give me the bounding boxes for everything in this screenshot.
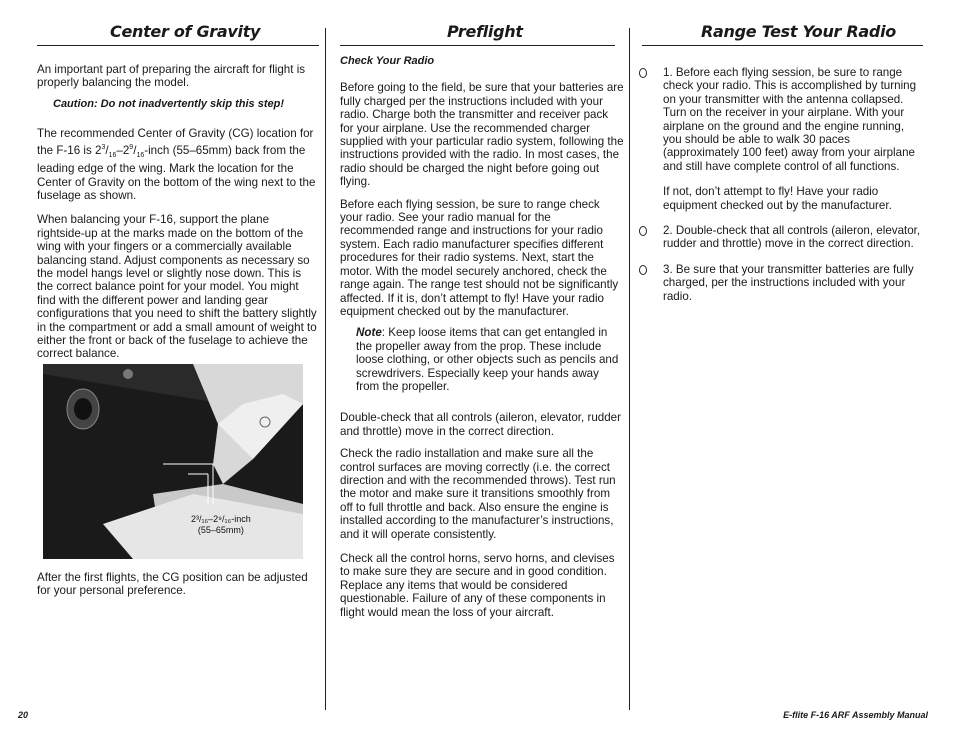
checkbox-circle-icon [639,226,647,236]
checkbox-circle-icon [639,68,647,78]
page-number: 20 [18,710,29,720]
caution-text: Caution: Do not inadvertently skip this step! [53,97,285,110]
photo-label: 2³/₁₆–2⁹/₁₆-inch (55–65mm) [191,514,251,535]
paragraph: After the first flights, the CG position can be adjusted for your personal preference. [37,571,308,598]
paragraph: Double-check that all controls (aileron, elevator, rudder and throttle) move in the correct direction. [340,411,621,438]
column-divider [325,28,326,710]
section-heading-range-test: Range Test Your Radio [642,22,923,46]
column-divider [629,28,630,710]
column-center-of-gravity [37,22,319,361]
manual-title: E-flite F-16 ARF Assembly Manual [783,710,928,720]
checklist-item: 1. Before each flying session, be sure to range check your radio. This is accomplished by turning on your transmitter with the antenna collapsed. Turn on the receiver in your airplane. With your airplane on the ground and the engine running, you should be able to walk 30 paces (approximately 100 feet) away from your airplane and still have complete control of all functions. [639,66,923,173]
column-preflight [340,22,624,619]
checklist-item: 3. Be sure that your transmitter batteries are fully charged, per the instructions included with your radio. [639,263,923,303]
paragraph: Before each flying session, be sure to range check your radio. See your radio manual for the recommended range and instructions for your radio system. Each radio manufacturer specifies different procedures for their radio systems. Next, start the motor. With the model securely anchored, check the range again. The range test should not be significantly affected. If it is, don’t attempt to fly! Have your radio equipment checked out by the manufacturer. [340,197,619,318]
paragraph: An important part of preparing the aircraft for flight is properly balancing the model. [37,63,306,90]
cg-location-photo [43,364,303,559]
column-range-test [639,22,923,303]
paragraph: When balancing your F-16, support the plane rightside-up at the marks made on the bottom of the wing with your fingers or a commercially available balancing stand. Adjust components as necessary so the model hangs level or slightly nose down. This is the correct balance point for your model. You might find with the different power and landing gear configurations that you need to shift the battery slightly in the compartment or add a small amount of weight to either the front or back of the fuselage to achieve the correct balance. [37,213,317,361]
aircraft-wing-illustration [43,364,303,559]
paragraph: Check all the control horns, servo horns, and clevises to make sure they are secure and in good condition. Replace any items that would be considered questionable. Failure of any of these components in flight would mean the loss of your aircraft. [340,552,615,619]
subheading-check-your-radio: Check Your Radio [340,55,435,67]
paragraph: Check the radio installation and make sure all the control surfaces are moving correctly (i.e. the correct direction and with the recommended throws). Test run the motor and make sure it transitions smoothly from off to full throttle and back. Also ensure the engine is installed according to the manufacturer’s instructions, and it will operate consistently. [340,447,616,541]
checkbox-circle-icon [639,265,647,275]
paragraph: Before going to the field, be sure that your batteries are fully charged per the instructions included with your radio. Charge both the transmitter and receiver pack for your airplane. Use the recommended charger supplied with your particular radio system, following the instructions provided with the radio. In most cases, the radio should be charged the night before going out flying. [340,81,624,189]
note-label: Note [356,326,382,340]
paragraph: If not, don’t attempt to fly! Have your radio equipment checked out by the manufacturer. [663,185,892,212]
section-heading-preflight: Preflight [340,22,615,46]
note-paragraph: Note: Keep loose items that can get entangled in the propeller away from the prop. These include loose clothing, or other objects such as pencils and screwdrivers. Especially keep your hands away from the propeller. [356,326,619,393]
paragraph-cg-location: The recommended Center of Gravity (CG) location for the F-16 is $2^3/_{16}-2^9/_{16}$-inch (55–65mm) back from the leading edge of the wing. Mark the location for the Center of Gravity on the bottom of the wing next to the fuselage as shown. [37,127,316,203]
section-heading-center-of-gravity: Center of Gravity [37,22,319,46]
checklist-item: 2. Double-check that all controls (aileron, elevator, rudder and throttle) move in the correct direction. [639,224,923,251]
column-center-of-gravity-bottom [37,571,319,598]
